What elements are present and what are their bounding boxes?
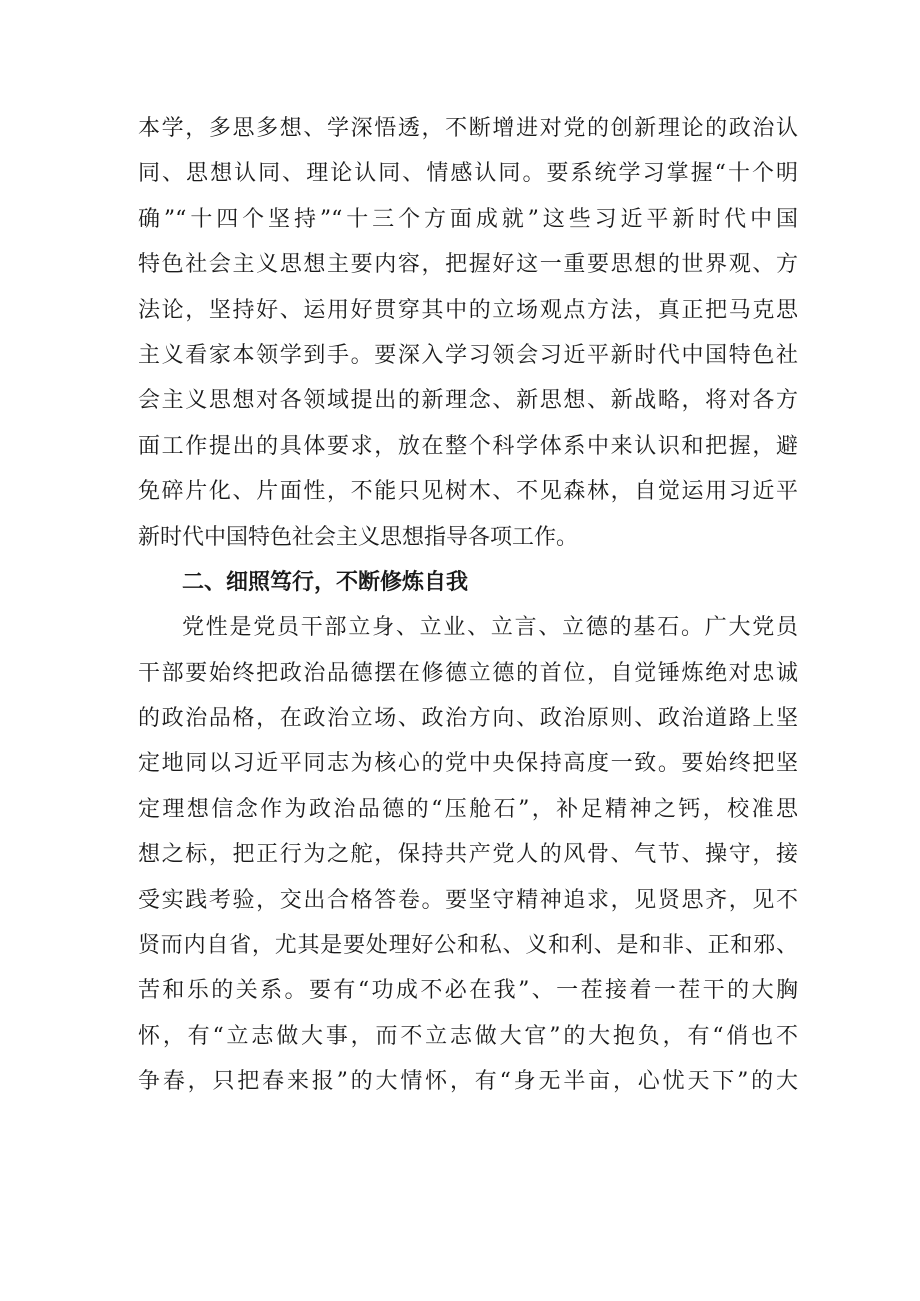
- paragraph-2-line: 受实践考验，交出合格答卷。要坚守精神追求，见贤思齐，见不: [138, 887, 798, 913]
- paragraph-2-line: 争春，只把春来报”的大情怀，有“身无半亩，心忧天下”的大: [138, 1069, 798, 1095]
- paragraph-2-line: 的政治品格，在政治立场、政治方向、政治原则、政治道路上坚: [138, 706, 798, 732]
- section-heading: 二、细照笃行，不断修炼自我: [182, 569, 469, 595]
- paragraph-1-line: 本学，多思多想、学深悟透，不断增进对党的创新理论的政治认: [138, 116, 798, 141]
- paragraph-1-line: 确”“十四个坚持”“十三个方面成就”这些习近平新时代中国: [138, 206, 798, 232]
- paragraph-1-line: 面工作提出的具体要求，放在整个科学体系中来认识和把握，避: [138, 433, 798, 459]
- paragraph-1-line: 同、思想认同、理论认同、情感认同。要系统学习掌握“十个明: [138, 161, 798, 187]
- paragraph-2-line: 定理想信念作为政治品德的“压舱石”，补足精神之钙，校准思: [138, 796, 798, 822]
- paragraph-2-line: 党性是党员干部立身、立业、立言、立德的基石。广大党员: [182, 615, 798, 641]
- paragraph-2-line: 干部要始终把政治品德摆在修德立德的首位，自觉锤炼绝对忠诚: [138, 660, 798, 686]
- paragraph-1-line: 会主义思想对各领域提出的新理念、新思想、新战略，将对各方: [138, 388, 798, 414]
- paragraph-1-line: 新时代中国特色社会主义思想指导各项工作。: [138, 524, 579, 550]
- document-body: [138, 106, 798, 1105]
- paragraph-1-line: 法论，坚持好、运用好贯穿其中的立场观点方法，真正把马克思: [138, 297, 798, 323]
- paragraph-2-line: 贤而内自省，尤其是要处理好公和私、义和利、是和非、正和邪、: [138, 933, 798, 959]
- paragraph-2-line: 想之标，把正行为之舵，保持共产党人的风骨、气节、操守，接: [138, 842, 798, 868]
- paragraph-1-line: 主义看家本领学到手。要深入学习领会习近平新时代中国特色社: [138, 342, 798, 368]
- paragraph-2-line: 苦和乐的关系。要有“功成不必在我”、一茬接着一茬干的大胸: [138, 978, 798, 1004]
- paragraph-1-line: 免碎片化、片面性，不能只见树木、不见森林，自觉运用习近平: [138, 479, 798, 505]
- paragraph-2-line: 定地同以习近平同志为核心的党中央保持高度一致。要始终把坚: [138, 751, 798, 777]
- paragraph-2-line: 怀，有“立志做大事，而不立志做大官”的大抱负，有“俏也不: [138, 1023, 798, 1049]
- paragraph-1-line: 特色社会主义思想主要内容，把握好这一重要思想的世界观、方: [138, 252, 798, 278]
